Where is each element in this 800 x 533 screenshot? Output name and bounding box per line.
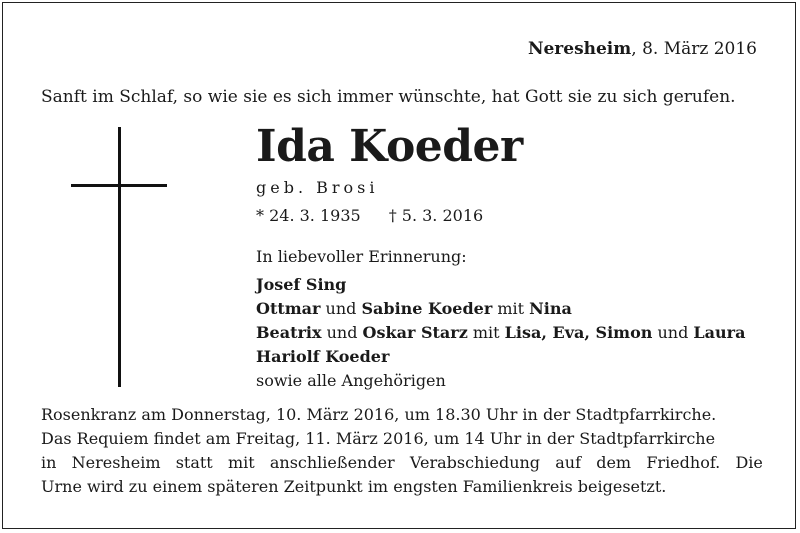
service-line xyxy=(41,451,763,475)
mourner-line xyxy=(256,321,745,345)
mourner-name: Sabine Koeder xyxy=(361,299,493,318)
connector-text: mit xyxy=(492,299,530,318)
connector-text: mit xyxy=(467,323,505,342)
mourner-line xyxy=(256,369,745,393)
service-word: auf xyxy=(555,453,582,472)
connector-text: und xyxy=(321,323,363,342)
mourner-line xyxy=(256,297,745,321)
deceased-name: Ida Koeder xyxy=(256,121,523,172)
mourners-list xyxy=(256,273,745,393)
death-date: † 5. 3. 2016 xyxy=(388,206,484,225)
mourner-line xyxy=(256,273,745,297)
mourner-name: Beatrix xyxy=(256,323,322,342)
service-word: Verabschiedung xyxy=(409,453,541,472)
mourner-name: Lisa, Eva, Simon xyxy=(504,323,653,342)
mourner-line xyxy=(256,345,745,369)
cross-vertical-bar xyxy=(118,127,121,387)
service-word: anschließender xyxy=(269,453,395,472)
service-line: Rosenkranz am Donnerstag, 10. März 2016, um 18.30 Uhr in der Stadtpfarrkirche. xyxy=(41,405,717,424)
mourner-name: Josef Sing xyxy=(256,275,347,294)
connector-text: und xyxy=(320,299,362,318)
service-word: dem xyxy=(596,453,632,472)
service-word: Friedhof. xyxy=(646,453,721,472)
mourner-name: Oskar Starz xyxy=(362,323,468,342)
place-date xyxy=(528,39,757,59)
place: Neresheim xyxy=(527,39,632,59)
birth-date: * 24. 3. 1935 xyxy=(256,206,361,225)
cross-horizontal-bar xyxy=(71,184,167,187)
mourner-name: Nina xyxy=(529,299,572,318)
mourner-name: Ottmar xyxy=(256,299,321,318)
life-dates xyxy=(256,206,483,225)
service-word: in xyxy=(41,453,57,472)
service-word: mit xyxy=(227,453,255,472)
connector-text: und xyxy=(652,323,694,342)
motto-text: Sanft im Schlaf, so wie sie es sich immer wünschte, hat Gott sie zu sich gerufen. xyxy=(41,87,736,107)
service-line: Das Requiem findet am Freitag, 11. März 2016, um 14 Uhr in der Stadtpfarrkirche xyxy=(41,429,716,448)
service-announcement xyxy=(41,403,763,499)
cross-icon xyxy=(71,127,167,387)
notice-date: , 8. März 2016 xyxy=(631,39,757,59)
service-word: Die xyxy=(735,453,763,472)
obituary-notice xyxy=(2,2,796,529)
service-word: Neresheim xyxy=(71,453,161,472)
mourner-name: Laura xyxy=(693,323,746,342)
service-line: Urne wird zu einem späteren Zeitpunkt im engsten Familienkreis beigesetzt. xyxy=(41,477,667,496)
relatives-text: sowie alle Angehörigen xyxy=(256,371,446,390)
service-word: statt xyxy=(175,453,213,472)
memory-heading: In liebevoller Erinnerung: xyxy=(256,247,467,266)
mourner-name: Hariolf Koeder xyxy=(256,347,390,366)
maiden-name: geb. Brosi xyxy=(256,178,379,197)
